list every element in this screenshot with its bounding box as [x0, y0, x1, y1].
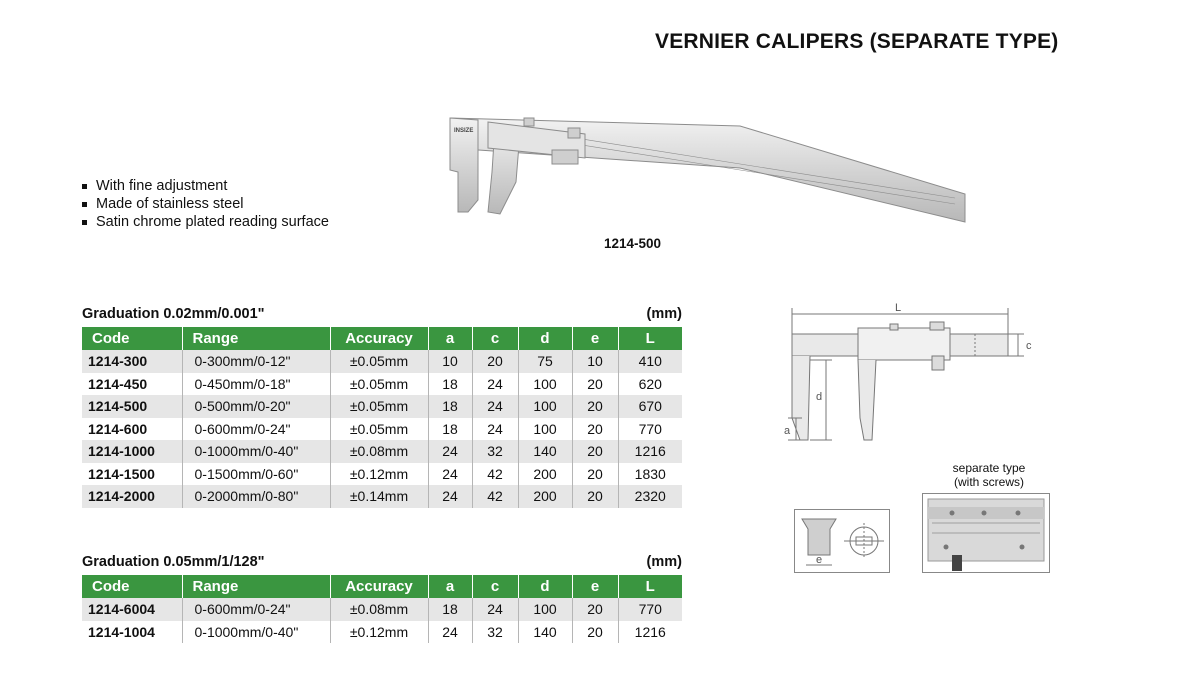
- graduation-heading: Graduation 0.05mm/1/128": [82, 554, 265, 570]
- feature-list: [82, 177, 329, 231]
- table-body: [82, 350, 682, 508]
- column-header-d: d: [518, 327, 572, 350]
- column-header-e: e: [572, 575, 618, 598]
- cell-a: 18: [428, 418, 472, 441]
- feature-item: Satin chrome plated reading surface: [82, 213, 329, 231]
- cell-e: 10: [572, 350, 618, 373]
- cell-a: 24: [428, 485, 472, 508]
- feature-item: Made of stainless steel: [82, 195, 329, 213]
- unit-label: (mm): [646, 554, 682, 570]
- table-row: [82, 598, 682, 621]
- cell-range: 0-600mm/0-24": [182, 418, 330, 441]
- column-header-l: L: [618, 575, 682, 598]
- cell-d: 200: [518, 485, 572, 508]
- column-header-l: L: [618, 327, 682, 350]
- cell-c: 24: [472, 373, 518, 396]
- spec-table-1: [82, 302, 682, 508]
- cell-c: 32: [472, 621, 518, 644]
- cell-e: 20: [572, 395, 618, 418]
- cell-a: 24: [428, 440, 472, 463]
- cell-code: 1214-2000: [82, 485, 182, 508]
- cell-range: 0-600mm/0-24": [182, 598, 330, 621]
- column-header-c: c: [472, 327, 518, 350]
- table-header-row: [82, 327, 682, 350]
- table-row: [82, 350, 682, 373]
- table-heading-row: [82, 302, 682, 322]
- cell-accuracy: ±0.12mm: [330, 621, 428, 644]
- cell-accuracy: ±0.08mm: [330, 440, 428, 463]
- page-title: VERNIER CALIPERS (SEPARATE TYPE): [655, 30, 1059, 53]
- column-header-accuracy: Accuracy: [330, 575, 428, 598]
- column-header-accuracy: Accuracy: [330, 327, 428, 350]
- cell-range: 0-1000mm/0-40": [182, 621, 330, 644]
- label-L: L: [894, 302, 902, 314]
- column-header-e: e: [572, 327, 618, 350]
- cell-range: 0-500mm/0-20": [182, 395, 330, 418]
- table-row: [82, 395, 682, 418]
- cell-c: 42: [472, 463, 518, 486]
- table-body: [82, 598, 682, 643]
- label-d: d: [816, 391, 823, 403]
- cell-c: 24: [472, 598, 518, 621]
- cell-l: 1830: [618, 463, 682, 486]
- cell-accuracy: ±0.05mm: [330, 373, 428, 396]
- cell-d: 100: [518, 373, 572, 396]
- spec-table: [82, 575, 682, 643]
- cell-e: 20: [572, 598, 618, 621]
- cell-l: 670: [618, 395, 682, 418]
- cell-e: 20: [572, 440, 618, 463]
- cell-c: 24: [472, 418, 518, 441]
- square-bullet-icon: [82, 202, 87, 207]
- cell-accuracy: ±0.05mm: [330, 418, 428, 441]
- cell-code: 1214-600: [82, 418, 182, 441]
- feature-item: With fine adjustment: [82, 177, 329, 195]
- cell-a: 18: [428, 395, 472, 418]
- cell-code: 1214-1500: [82, 463, 182, 486]
- cell-l: 1216: [618, 440, 682, 463]
- caliper-photo: [440, 112, 970, 227]
- cell-range: 0-300mm/0-12": [182, 350, 330, 373]
- cell-a: 18: [428, 373, 472, 396]
- square-bullet-icon: [82, 220, 87, 225]
- table-row: [82, 621, 682, 644]
- column-header-code: Code: [82, 327, 182, 350]
- jaw-cross-section-detail: [794, 509, 890, 573]
- column-header-code: Code: [82, 575, 182, 598]
- cell-c: 42: [472, 485, 518, 508]
- cell-code: 1214-450: [82, 373, 182, 396]
- label-e: e: [816, 554, 823, 566]
- square-bullet-icon: [82, 184, 87, 189]
- unit-label: (mm): [646, 306, 682, 322]
- cell-l: 770: [618, 598, 682, 621]
- cell-c: 24: [472, 395, 518, 418]
- cell-accuracy: ±0.05mm: [330, 350, 428, 373]
- cell-range: 0-450mm/0-18": [182, 373, 330, 396]
- column-header-d: d: [518, 575, 572, 598]
- cell-d: 75: [518, 350, 572, 373]
- cell-range: 0-2000mm/0-80": [182, 485, 330, 508]
- cell-accuracy: ±0.12mm: [330, 463, 428, 486]
- column-header-a: a: [428, 575, 472, 598]
- cell-range: 0-1000mm/0-40": [182, 440, 330, 463]
- cell-l: 410: [618, 350, 682, 373]
- cell-l: 1216: [618, 621, 682, 644]
- cell-accuracy: ±0.14mm: [330, 485, 428, 508]
- cell-c: 20: [472, 350, 518, 373]
- table-header-row: [82, 575, 682, 598]
- cell-code: 1214-1000: [82, 440, 182, 463]
- cell-d: 200: [518, 463, 572, 486]
- table-row: [82, 485, 682, 508]
- table-row: [82, 463, 682, 486]
- table-row: [82, 373, 682, 396]
- cell-accuracy: ±0.05mm: [330, 395, 428, 418]
- cell-l: 620: [618, 373, 682, 396]
- separate-type-photo: [922, 493, 1050, 573]
- cell-d: 140: [518, 621, 572, 644]
- table-row: [82, 418, 682, 441]
- cell-code: 1214-1004: [82, 621, 182, 644]
- cell-accuracy: ±0.08mm: [330, 598, 428, 621]
- cell-d: 140: [518, 440, 572, 463]
- column-header-range: Range: [182, 327, 330, 350]
- separate-type-label: separate type (with screws): [952, 461, 1026, 489]
- cell-code: 1214-500: [82, 395, 182, 418]
- cell-l: 2320: [618, 485, 682, 508]
- table-row: [82, 440, 682, 463]
- column-header-c: c: [472, 575, 518, 598]
- label-c: c: [1026, 340, 1032, 352]
- cell-e: 20: [572, 485, 618, 508]
- brand-logo-text: INSIZE: [454, 128, 474, 134]
- cell-d: 100: [518, 598, 572, 621]
- product-caption: 1214-500: [604, 236, 662, 251]
- dimension-diagram: [780, 300, 1040, 450]
- label-a: a: [784, 425, 791, 437]
- cell-a: 18: [428, 598, 472, 621]
- cell-code: 1214-6004: [82, 598, 182, 621]
- cell-a: 24: [428, 621, 472, 644]
- table-heading-row: [82, 550, 682, 570]
- cell-a: 24: [428, 463, 472, 486]
- graduation-heading: Graduation 0.02mm/0.001": [82, 306, 265, 322]
- cell-code: 1214-300: [82, 350, 182, 373]
- cell-e: 20: [572, 373, 618, 396]
- cell-e: 20: [572, 418, 618, 441]
- spec-table: [82, 327, 682, 508]
- cell-l: 770: [618, 418, 682, 441]
- column-header-a: a: [428, 327, 472, 350]
- cell-e: 20: [572, 621, 618, 644]
- cell-a: 10: [428, 350, 472, 373]
- spec-table-2: [82, 550, 682, 643]
- cell-c: 32: [472, 440, 518, 463]
- cell-d: 100: [518, 418, 572, 441]
- cell-d: 100: [518, 395, 572, 418]
- column-header-range: Range: [182, 575, 330, 598]
- cell-e: 20: [572, 463, 618, 486]
- cell-range: 0-1500mm/0-60": [182, 463, 330, 486]
